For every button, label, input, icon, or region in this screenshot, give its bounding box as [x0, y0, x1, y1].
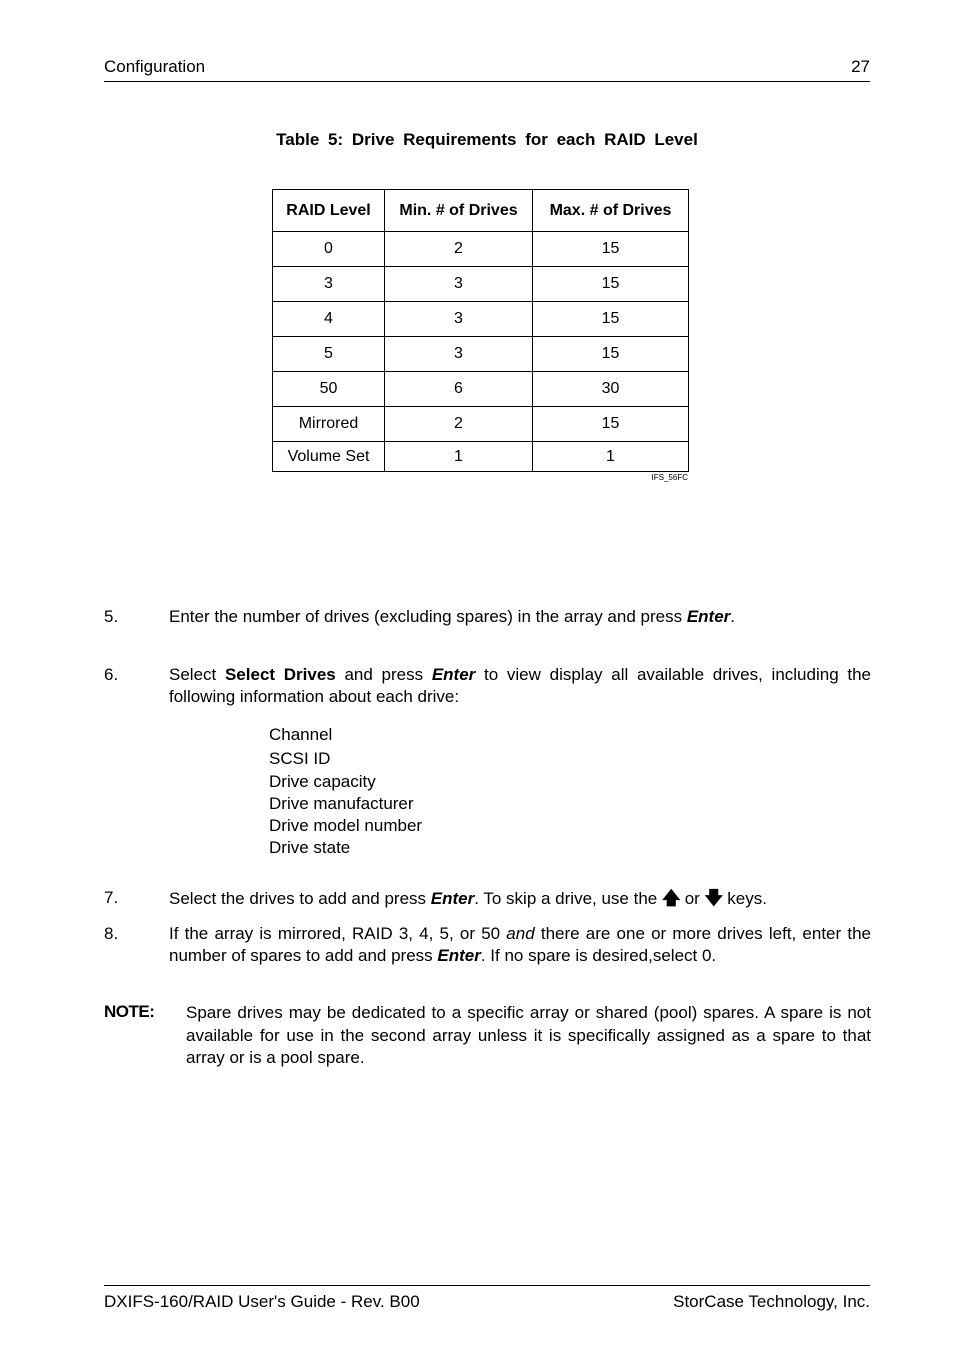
table-cell: 3 [273, 267, 385, 302]
table-row [273, 407, 689, 442]
step-number: 6. [104, 665, 119, 684]
step-text-part: there are one or more drives left, enter the number of spares to add and press [169, 924, 871, 965]
table-cell: 15 [533, 407, 689, 442]
footer-rule [104, 1285, 870, 1286]
enter-key-label: Enter [437, 946, 481, 965]
table-cell: 1 [533, 442, 689, 472]
table-header-row [273, 190, 689, 232]
step-text-part: . To skip a drive, use the [474, 889, 662, 908]
table-cell: 4 [273, 302, 385, 337]
step-text-part: keys. [722, 889, 767, 908]
table-row [273, 372, 689, 407]
table-cell: 6 [385, 372, 533, 407]
table-cell: Mirrored [273, 407, 385, 442]
table-cell: 3 [385, 267, 533, 302]
column-header: RAID Level [273, 190, 385, 232]
step-text [169, 923, 871, 967]
header-rule [104, 81, 870, 82]
footer-document-title: DXIFS-160/RAID User's Guide - Rev. B00 [104, 1292, 420, 1311]
list-item: Drive capacity [269, 772, 376, 791]
list-item: Channel [269, 725, 333, 744]
column-header: Min. # of Drives [385, 190, 533, 232]
table-cell: 15 [533, 302, 689, 337]
drive-info-list [269, 724, 422, 859]
step-text [169, 606, 871, 628]
step-number: 8. [104, 924, 119, 943]
table-cell: 3 [385, 302, 533, 337]
drive-requirements-table [272, 189, 689, 472]
select-drives-label: Select Drives [224, 665, 336, 684]
table-row [273, 267, 689, 302]
step-text-part: Select [169, 665, 225, 684]
enter-key-label: Enter [430, 889, 475, 908]
figure-id: IFS_56FC [651, 473, 688, 482]
table-cell: 15 [533, 232, 689, 267]
column-header: Max. # of Drives [533, 190, 689, 232]
enter-key-label: Enter [686, 607, 731, 626]
table-row [273, 302, 689, 337]
step-number: 7. [104, 888, 119, 907]
table-cell: 3 [385, 337, 533, 372]
note-text: Spare drives may be dedicated to a specific array or shared (pool) spares. A spare is not available for use in the second array unless it is specifically assigned as a spare to that array or is a pool spare. [186, 1003, 871, 1067]
note-label: NOTE: [104, 1002, 155, 1021]
table-cell: 15 [533, 267, 689, 302]
step-text-part: Select the drives to add and press [169, 889, 431, 908]
step-text-part: or [679, 889, 705, 908]
table-row [273, 442, 689, 472]
table-cell: 2 [385, 232, 533, 267]
step-text-part: and press [335, 665, 432, 684]
list-item: SCSI ID [269, 749, 331, 768]
list-item: Drive model number [269, 816, 423, 835]
enter-key-label: Enter [431, 665, 476, 684]
step-text [169, 887, 871, 910]
step-text-part: to view display all available drives, including the following information about each drive: [169, 665, 871, 706]
up-arrow-icon: 🡅 [661, 888, 681, 908]
step-text-part: Enter the number of drives (excluding spares) in the array and press [169, 607, 687, 626]
step-text-part: . [730, 607, 736, 626]
step-text-part: If the array is mirrored, RAID 3, 4, 5, or 50 [169, 924, 507, 943]
step-text-part: . If no spare is desired,select 0. [480, 946, 717, 965]
step-text [169, 664, 871, 708]
list-item: Drive manufacturer [269, 794, 414, 813]
table-caption: Table 5: Drive Requirements for each RAID Level [276, 130, 698, 149]
table-cell: Volume Set [273, 442, 385, 472]
page-number: 27 [851, 57, 870, 76]
down-arrow-icon: 🡇 [704, 888, 724, 908]
table-cell: 50 [273, 372, 385, 407]
list-item: Drive state [269, 838, 351, 857]
table-row [273, 337, 689, 372]
header-section-title: Configuration [104, 57, 206, 76]
footer-company: StorCase Technology, Inc. [673, 1292, 870, 1311]
table-cell: 2 [385, 407, 533, 442]
table-row [273, 232, 689, 267]
step-number: 5. [104, 607, 119, 626]
table-cell: 5 [273, 337, 385, 372]
table-cell: 1 [385, 442, 533, 472]
and-emphasis: and [506, 924, 535, 943]
table-cell: 15 [533, 337, 689, 372]
table-cell: 30 [533, 372, 689, 407]
table-cell: 0 [273, 232, 385, 267]
